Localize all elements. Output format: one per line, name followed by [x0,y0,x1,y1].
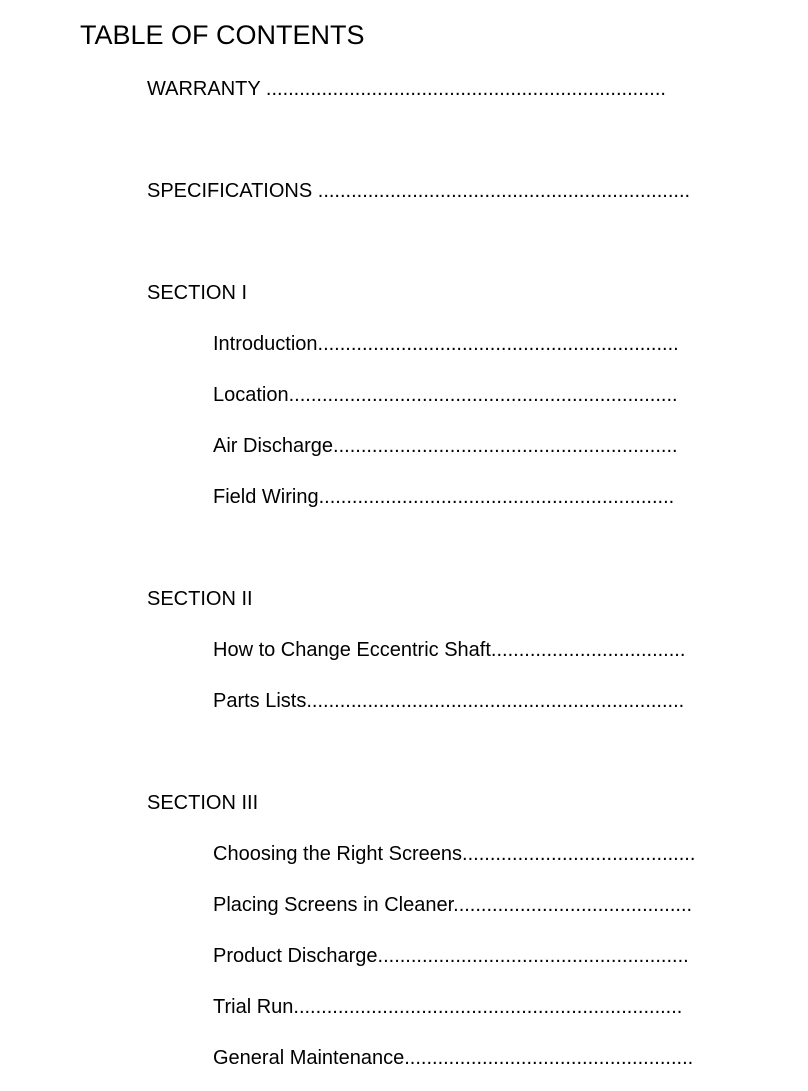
toc-entry-placing-screens: Placing Screens in Cleaner........................................... [213,894,693,916]
toc-entry-field-wiring: Field Wiring................................................................ [213,486,675,508]
toc-entry-parts-lists: Parts Lists.................................................................... [213,690,685,712]
toc-entry-product-discharge: Product Discharge........................................................ [213,945,689,967]
toc-entry-trial-run: Trial Run...................................................................... [213,996,683,1018]
toc-entry-eccentric-shaft: How to Change Eccentric Shaft................................... [213,639,686,661]
toc-section-3-heading: SECTION III [147,792,259,814]
toc-entry-choosing-screens: Choosing the Right Screens.......................................... [213,843,696,865]
toc-entry-air-discharge: Air Discharge.............................................................. [213,435,678,457]
toc-entry-warranty: WARRANTY ........................................................................ [147,78,666,100]
toc-section-2-heading: SECTION II [147,588,253,610]
toc-entry-introduction: Introduction................................................................. [213,333,679,355]
toc-section-1-heading: SECTION I [147,282,248,304]
toc-entry-specifications: SPECIFICATIONS ................................................................... [147,180,691,202]
toc-entry-general-maintenance: General Maintenance.................................................... [213,1047,694,1069]
toc-entry-location: Location...................................................................... [213,384,678,406]
page-title: TABLE OF CONTENTS [80,20,365,50]
